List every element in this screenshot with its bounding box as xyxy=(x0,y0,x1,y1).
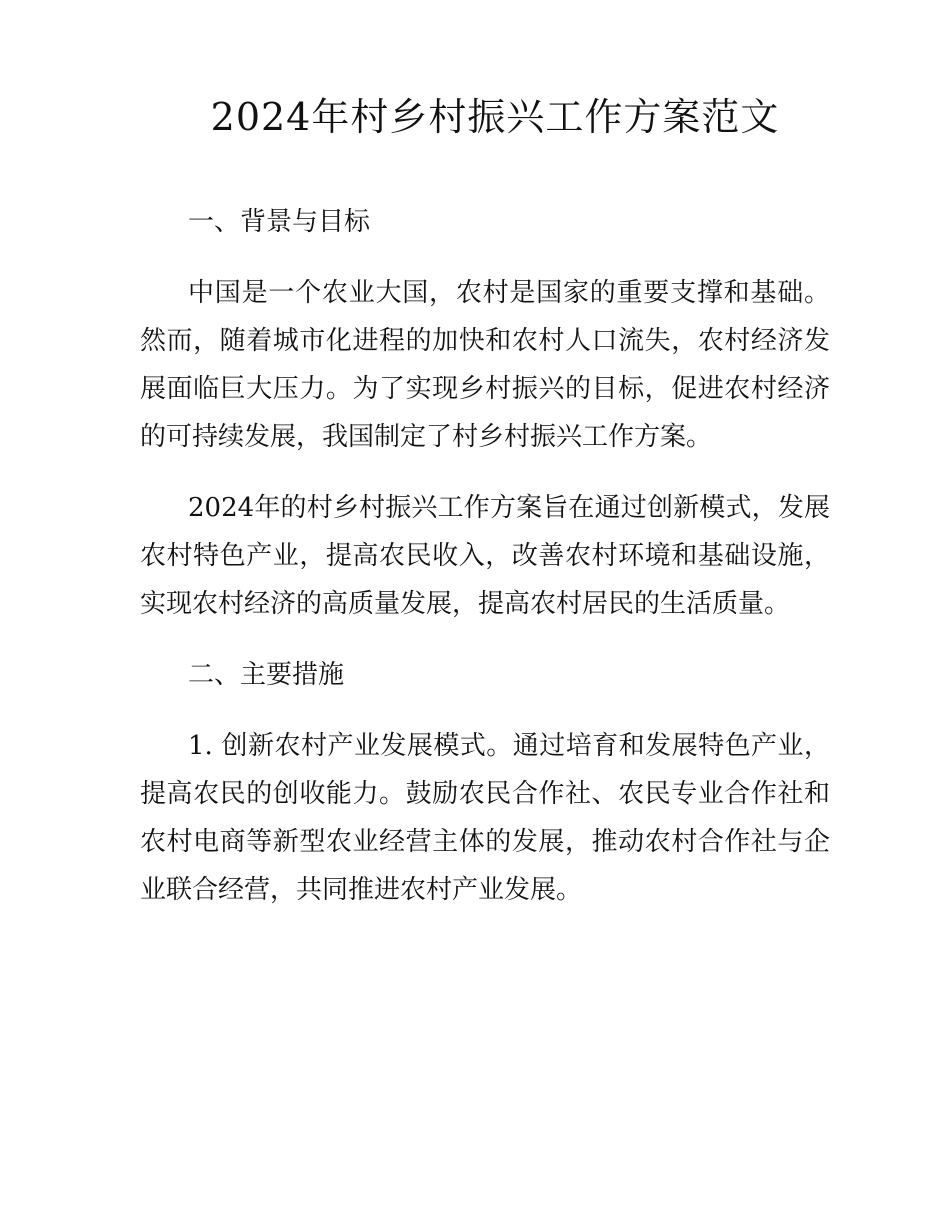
document-title: 2024年村乡村振兴工作方案范文 xyxy=(210,95,780,139)
document-body xyxy=(140,198,830,937)
section-heading-background: 一、背景与目标 xyxy=(188,207,371,237)
paragraph-background-2: 2024年的村乡村振兴工作方案旨在通过创新模式，发展农村特色产业，提高农民收入，改善农村环境和基础设施，实现农村经济的高质量发展，提高农村居民的生活质量。 xyxy=(140,493,830,619)
section-heading-measures: 二、主要措施 xyxy=(188,660,345,690)
paragraph-measure-1: 1. 创新农村产业发展模式。通过培育和发展特色产业，提高农民的创收能力。鼓励农民合作社、农民专业合作社和农村电商等新型农业经营主体的发展，推动农村合作社与企业联合经营，共同推进农村产业发展。 xyxy=(140,731,830,905)
paragraph-background-1: 中国是一个农业大国，农村是国家的重要支撑和基础。然而，随着城市化进程的加快和农村人口流失，农村经济发展面临巨大压力。为了实现乡村振兴的目标，促进农村经济的可持续发展，我国制定了村乡村振兴工作方案。 xyxy=(140,278,830,452)
